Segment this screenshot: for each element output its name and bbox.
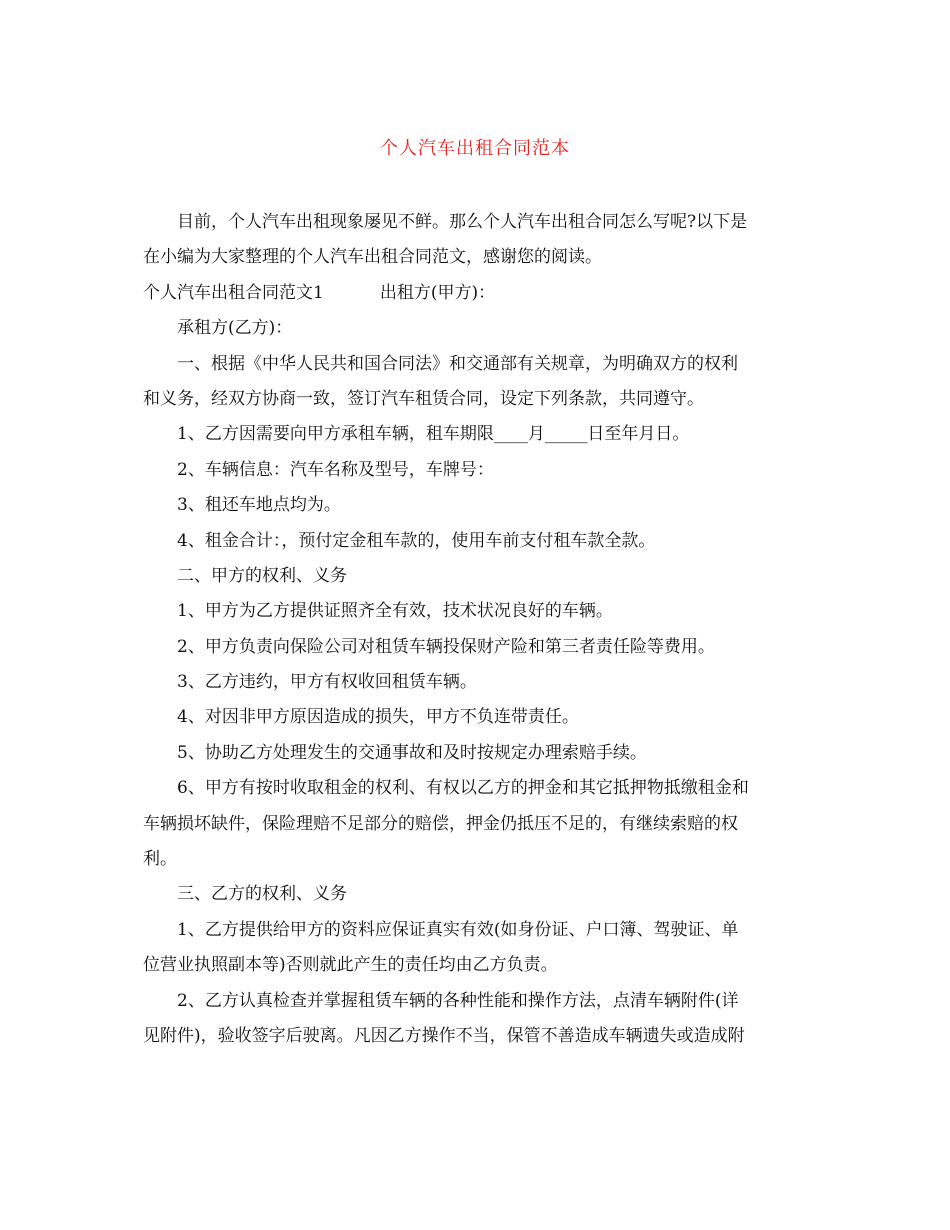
paragraph-line: 见附件)，验收签字后驶离。凡因乙方操作不当，保管不善造成车辆遗失或造成附 — [143, 1025, 745, 1046]
paragraph-line: 1、乙方因需要向甲方承租车辆，租车期限____月_____日至年月日。 — [177, 424, 690, 445]
paragraph-line: 利。 — [143, 849, 177, 870]
section-heading: 三、乙方的权利、义务 — [177, 884, 347, 905]
paragraph-line: 2、车辆信息：汽车名称及型号，车牌号： — [177, 459, 494, 480]
paragraph-line: 4、租金合计：，预付定金租车款的，使用车前支付租车款全款。 — [177, 530, 656, 551]
section-heading: 二、甲方的权利、义务 — [177, 565, 347, 586]
paragraph-line: 一、根据《中华人民共和国合同法》和交通部有关规章，为明确双方的权利 — [177, 353, 738, 374]
paragraph-line: 6、甲方有按时收取租金的权利、有权以乙方的押金和其它抵押物抵缴租金和 — [177, 778, 749, 799]
paragraph-line: 2、甲方负责向保险公司对租赁车辆投保财产险和第三者责任险等费用。 — [177, 636, 715, 657]
heading-line — [143, 276, 808, 311]
document-title: 个人汽车出租合同范本 — [380, 138, 570, 159]
paragraph-line: 车辆损坏缺件，保险理赔不足部分的赔偿，押金仍抵压不足的，有继续索赔的权 — [143, 813, 738, 834]
paragraph-line: 1、甲方为乙方提供证照齐全有效，技术状况良好的车辆。 — [177, 601, 613, 622]
paragraph-line: 5、协助乙方处理发生的交通事故和及时按规定办理索赔手续。 — [177, 742, 647, 763]
sample-heading: 个人汽车出租合同范文1 — [143, 282, 324, 303]
paragraph-line: 位营业执照副本等)否则就此产生的责任均由乙方负责。 — [143, 955, 558, 976]
paragraph-line: 3、租还车地点均为。 — [177, 495, 341, 516]
paragraph-line: 和义务，经双方协商一致，签订汽车租赁合同，设定下列条款，共同遵守。 — [143, 388, 704, 409]
paragraph-line: 目前，个人汽车出租现象屡见不鲜。那么个人汽车出租合同怎么写呢?以下是 — [177, 212, 748, 232]
paragraph-line: 在小编为大家整理的个人汽车出租合同范文，感谢您的阅读。 — [143, 247, 602, 268]
paragraph-line: 2、乙方认真检查并掌握租赁车辆的各种性能和操作方法，点清车辆附件(详 — [177, 990, 739, 1011]
paragraph-line: 承租方(乙方)： — [177, 318, 293, 339]
lessor-label: 出租方(甲方)： — [379, 282, 496, 303]
paragraph-line: 3、乙方违约，甲方有权收回租赁车辆。 — [177, 672, 477, 693]
paragraph-line: 4、对因非甲方原因造成的损失，甲方不负连带责任。 — [177, 707, 579, 728]
document-body — [143, 205, 808, 1054]
paragraph-line: 1、乙方提供给甲方的资料应保证真实有效(如身份证、户口簿、驾驶证、单 — [177, 919, 739, 940]
